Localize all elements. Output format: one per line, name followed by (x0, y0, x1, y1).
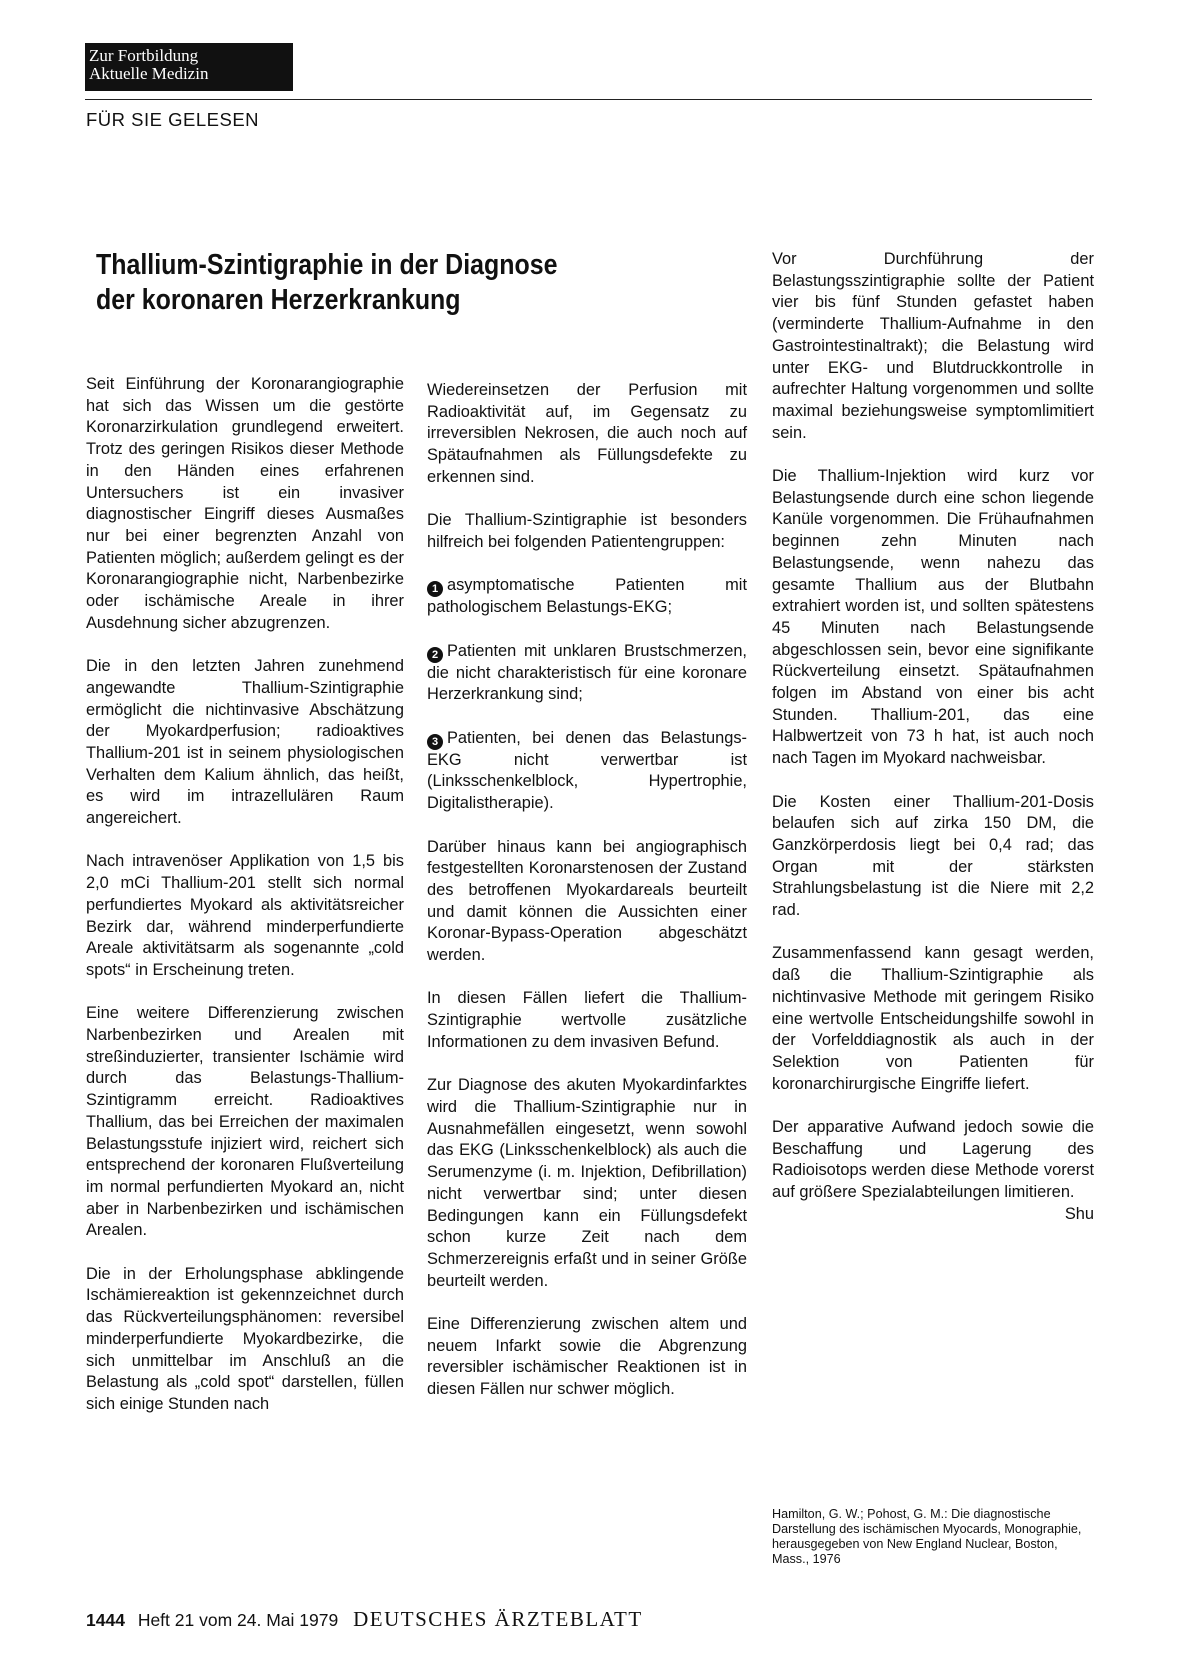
paragraph: Eine Differenzierung zwischen altem und neuem Infarkt sowie die Abgrenzung reversibler ischämischer Reaktionen ist in diesen Fällen nur schwer möglich. (427, 1315, 747, 1399)
header-line-1: Zur Fortbildung (89, 46, 199, 65)
paragraph: Die Thallium-Szintigraphie ist besonders hilfreich bei folgenden Patientengruppen: (427, 511, 747, 551)
issue-info: Heft 21 vom 24. Mai 1979 (137, 1610, 339, 1630)
paragraph: Die in den letzten Jahren zunehmend angewandte Thallium-Szintigraphie ermöglicht die nichtinvasive Abschätzung der Myokardperfusion; radioaktives Thallium-201 ist in seinem physiologischen Verhalten dem Kalium ähnlich, das heißt, es wird im intrazellulären Raum angereichert. (86, 657, 404, 828)
paragraph: Die Thallium-Injektion wird kurz vor Belastungsende durch eine schon liegende Kanüle vorgenommen. Die Frühaufnahmen beginnen zehn Minuten nach Belastungsende, wenn nahezu das gesamte Thallium aus der Blutbahn extrahiert worden ist, und sollten spätestens 45 Minuten nach Belastungsende abgeschlossen sein, bevor eine signifikante Rückverteilung einsetzt. Spätaufnahmen folgen im Abstand von einer bis acht Stunden. Thallium-201, das eine Halbwertzeit von 73 h hat, ist auch noch nach Tagen im Myokard nachweisbar. (772, 467, 1094, 768)
list-item-text: Patienten, bei denen das Belastungs-EKG nicht verwertbar ist (Linksschenkelblock, Hypertrophie, Digitalistherapie). (427, 728, 747, 813)
paragraph: Seit Einführung der Koronarangiographie hat sich das Wissen um die gestörte Koronarzirkulation grundlegend erweitert. Trotz des geringen Risikos dieser Methode in den Händen eines erfahrenen Untersuchers ist ein invasiver diagnostischer Eingriff dieses Ausmaßes nur bei einer begrenzten Anzahl von Patienten möglich; außerdem gelingt es der Koronarangiographie nicht, Narbenbezirke oder ischämische Areale in ihrer Ausdehnung sicher abzugrenzen. (86, 375, 404, 632)
page-number: 1444 (86, 1610, 125, 1630)
page-footer (86, 1607, 643, 1632)
number-1-icon: 1 (427, 581, 443, 597)
paragraph: Die in der Erholungsphase abklingende Ischämiereaktion ist gekennzeichnet durch das Rückverteilungsphänomen: reversibel minderperfundierte Myokardbezirke, die sich unmittelbar im Anschluß an die Belastung als „cold spot“ darstellen, füllen sich einige Stunden nach (86, 1264, 404, 1413)
column-2 (427, 380, 747, 1423)
paragraph: Zusammenfassend kann gesagt werden, daß die Thallium-Szintigraphie als nichtinvasive Methode mit geringem Risiko eine wertvolle Entscheidungshilfe sowohl in der Vorfelddiagnostik als auch in der Selektion von Patienten für koronarchirurgische Eingriffe liefert. (772, 944, 1094, 1093)
list-item (427, 728, 747, 815)
reference-citation: Hamilton, G. W.; Pohost, G. M.: Die diagnostische Darstellung des ischämischen Myocards, Monographie, herausgegeben von New England Nuclear, Boston, Mass., 1976 (772, 1507, 1082, 1566)
paragraph: Eine weitere Differenzierung zwischen Narbenbezirken und Arealen mit streßinduzierter, transienter Ischämie wird durch das Belastungs-Thallium-Szintigramm erreicht. Radioaktives Thallium, das bei Erreichen der maximalen Belastungsstufe injiziert wird, reichert sich entsprechend der koronaren Flußverteilung im normal perfundierten Myokard an, nicht aber in Narbenbezirken und ischämischen Arealen. (86, 1004, 404, 1240)
paragraph-with-signature (772, 1117, 1094, 1223)
paragraph-text: Der apparative Aufwand jedoch sowie die Beschaffung und Lagerung des Radioisotops werden diese Methode vorerst auf größere Spezialabteilungen limitieren. (772, 1118, 1094, 1202)
title-line-2: der koronaren Herzerkrankung (96, 284, 461, 316)
journal-name: DEUTSCHES ÄRZTEBLATT (353, 1607, 643, 1631)
section-header-box (85, 43, 293, 91)
column-1 (86, 374, 404, 1437)
list-item-text: asymptomatische Patienten mit pathologischem Belastungs-EKG; (427, 576, 747, 617)
column-3 (772, 249, 1094, 1226)
paragraph: Zur Diagnose des akuten Myokardinfarktes wird die Thallium-Szintigraphie nur in Ausnahmefällen eingesetzt, wenn sowohl das EKG (Linksschenkelblock) als auch die Serumenzyme (i. m. Injektion, Defibrillation) nicht verwertbar sind; unter diesen Bedingungen kann ein Füllungsdefekt schon kurze Zeit nach dem Schmerzereignis erfaßt und in seiner Größe beurteilt werden. (427, 1076, 747, 1290)
paragraph: Vor Durchführung der Belastungsszintigraphie sollte der Patient vier bis fünf Stunden gefastet haben (verminderte Thallium-Aufnahme in den Gastrointestinaltrakt); die Belastung wird unter EKG- und Blutdruckkontrolle in aufrechter Haltung vorgenommen und sollte maximal beziehungsweise symptomlimitiert sein. (772, 250, 1094, 442)
list-item (427, 641, 747, 706)
article-title (96, 248, 578, 318)
author-signature: Shu (1064, 1204, 1094, 1223)
list-item-text: Patienten mit unklaren Brustschmerzen, die nicht charakteristisch für eine koronare Herzerkrankung sind; (427, 641, 747, 704)
number-2-icon: 2 (427, 647, 443, 663)
paragraph: Wiedereinsetzen der Perfusion mit Radioaktivität auf, im Gegensatz zu irreversiblen Nekrosen, die auch noch auf Spätaufnahmen als Füllungsdefekte zu erkennen sind. (427, 381, 747, 486)
number-3-icon: 3 (427, 734, 443, 750)
paragraph: Die Kosten einer Thallium-201-Dosis belaufen sich auf zirka 150 DM, die Ganzkörperdosis liegt bei 0,4 rad; das Organ mit der stärksten Strahlungsbelastung ist die Niere mit 2,2 rad. (772, 792, 1094, 920)
header-line-2: Aktuelle Medizin (89, 64, 209, 83)
paragraph: Darüber hinaus kann bei angiographisch festgestellten Koronarstenosen der Zustand des betroffenen Myokardareals beurteilt und damit können die Aussichten einer Koronar-Bypass-Operation abgeschätzt werden. (427, 837, 747, 965)
title-line-1: Thallium-Szintigraphie in der Diagnose (96, 249, 558, 281)
header-rule (85, 99, 1092, 100)
section-label: FÜR SIE GELESEN (86, 109, 260, 130)
paragraph: Nach intravenöser Applikation von 1,5 bis 2,0 mCi Thallium-201 stellt sich normal perfundiertes Myokard als aktivitätsreicher Bezirk dar, während minderperfundierte Areale aktivitätsarm als sogenannte „cold spots“ in Erscheinung treten. (86, 852, 404, 979)
paragraph: In diesen Fällen liefert die Thallium-Szintigraphie wertvolle zusätzliche Informationen zu dem invasiven Befund. (427, 989, 747, 1051)
list-item (427, 575, 747, 619)
